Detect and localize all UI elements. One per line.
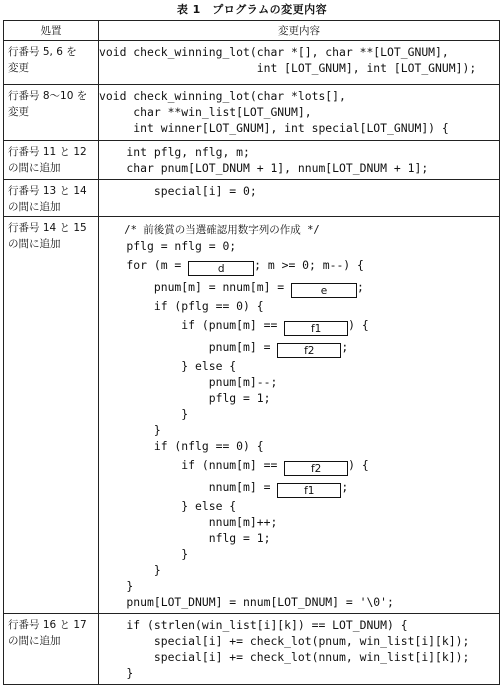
code-text: ; <box>341 340 349 354</box>
code-line <box>99 314 499 336</box>
label-line: 行番号 16 と 17 <box>8 619 87 631</box>
code-cell <box>99 614 500 685</box>
code-line: } <box>99 579 134 593</box>
table-row <box>4 217 500 614</box>
label-line: 行番号 11 と 12 <box>8 146 87 158</box>
code-line: int winner[LOT_GNUM], int special[LOT_GNUM]) { <box>99 121 449 135</box>
header-row <box>4 21 500 41</box>
row-label <box>4 217 99 614</box>
code-line <box>99 276 499 298</box>
code-line: pflg = 1; <box>99 391 271 405</box>
code-text: pnum[m] = nnum[m] = <box>99 280 292 294</box>
code-line: pflg = nflg = 0; <box>99 239 237 253</box>
blank-f2: f2 <box>284 461 348 476</box>
table-row <box>4 180 500 217</box>
code-text: pnum[m] = <box>99 340 278 354</box>
code-text: if (nnum[m] == <box>99 458 285 472</box>
table-row <box>4 141 500 180</box>
row-label <box>4 41 99 85</box>
program-changes-table <box>3 20 500 685</box>
label-line: 行番号 5, 6 を <box>8 46 77 58</box>
row-label <box>4 141 99 180</box>
code-cell <box>99 141 500 180</box>
code-text: nnum[m] = <box>99 480 278 494</box>
code-line <box>99 336 499 358</box>
code-line: if (strlen(win_list[i][k]) == LOT_DNUM) { <box>99 618 408 632</box>
label-line: 行番号 13 と 14 <box>8 185 87 197</box>
label-line: の間に追加 <box>8 238 61 250</box>
label-line: 変更 <box>8 62 29 74</box>
blank-d: d <box>188 261 254 276</box>
code-line: char pnum[LOT_DNUM + 1], nnum[LOT_DNUM + 1]; <box>99 161 429 175</box>
code-line: special[i] = 0; <box>99 184 257 198</box>
code-line: } else { <box>99 359 237 373</box>
code-cell <box>99 217 500 614</box>
code-text: ) { <box>348 318 369 332</box>
code-line: int [LOT_GNUM], int [LOT_GNUM]); <box>99 61 477 75</box>
label-line: の間に追加 <box>8 162 61 174</box>
code-line: pnum[m]--; <box>99 375 278 389</box>
code-line: pnum[LOT_DNUM] = nnum[LOT_DNUM] = '\0'; <box>99 595 394 609</box>
code-comment: /* 前後賞の当選確認用数字列の作成 */ <box>99 224 320 236</box>
code-line: } <box>99 547 189 561</box>
code-text: ) { <box>348 458 369 472</box>
header-content: 変更内容 <box>99 21 500 41</box>
label-line: の間に追加 <box>8 201 61 213</box>
code-line: nnum[m]++; <box>99 515 278 529</box>
table-title: 表 1 プログラムの変更内容 <box>176 3 328 16</box>
label-line: の間に追加 <box>8 635 61 647</box>
header-location: 処置 <box>4 21 99 41</box>
code-line: } <box>99 407 189 421</box>
code-line: } else { <box>99 499 237 513</box>
code-line: } <box>99 563 161 577</box>
code-line: } <box>99 666 134 680</box>
code-line: } <box>99 423 161 437</box>
blank-e: e <box>291 283 357 298</box>
code-line <box>99 454 499 476</box>
code-cell <box>99 180 500 217</box>
code-line: void check_winning_lot(char *[], char **[LOT_GNUM], <box>99 45 449 59</box>
code-line: special[i] += check_lot(pnum, win_list[i][k]); <box>99 634 470 648</box>
code-text: for (m = <box>99 258 189 272</box>
table-row <box>4 614 500 685</box>
label-line: 行番号 14 と 15 <box>8 222 87 234</box>
code-line: nflg = 1; <box>99 531 271 545</box>
table-row <box>4 85 500 141</box>
label-line: 行番号 8〜10 を <box>8 90 88 102</box>
code-line: if (nflg == 0) { <box>99 439 264 453</box>
code-cell <box>99 41 500 85</box>
table-row <box>4 41 500 85</box>
row-label <box>4 85 99 141</box>
blank-f2: f2 <box>277 343 341 358</box>
code-line: special[i] += check_lot(nnum, win_list[i][k]); <box>99 650 470 664</box>
code-line <box>99 254 499 276</box>
code-line: void check_winning_lot(char *lots[], <box>99 89 346 103</box>
code-line: if (pflg == 0) { <box>99 299 264 313</box>
code-text: if (pnum[m] == <box>99 318 285 332</box>
blank-f1: f1 <box>284 321 348 336</box>
code-text: ; <box>357 280 364 294</box>
code-line <box>99 476 499 498</box>
row-label <box>4 614 99 685</box>
blank-f1: f1 <box>277 483 341 498</box>
code-text: ; m >= 0; m--) { <box>254 258 364 272</box>
code-text: ; <box>341 480 349 494</box>
code-line: char **win_list[LOT_GNUM], <box>99 105 312 119</box>
row-label <box>4 180 99 217</box>
label-line: 変更 <box>8 106 29 118</box>
code-cell <box>99 85 500 141</box>
code-line: int pflg, nflg, m; <box>99 145 250 159</box>
